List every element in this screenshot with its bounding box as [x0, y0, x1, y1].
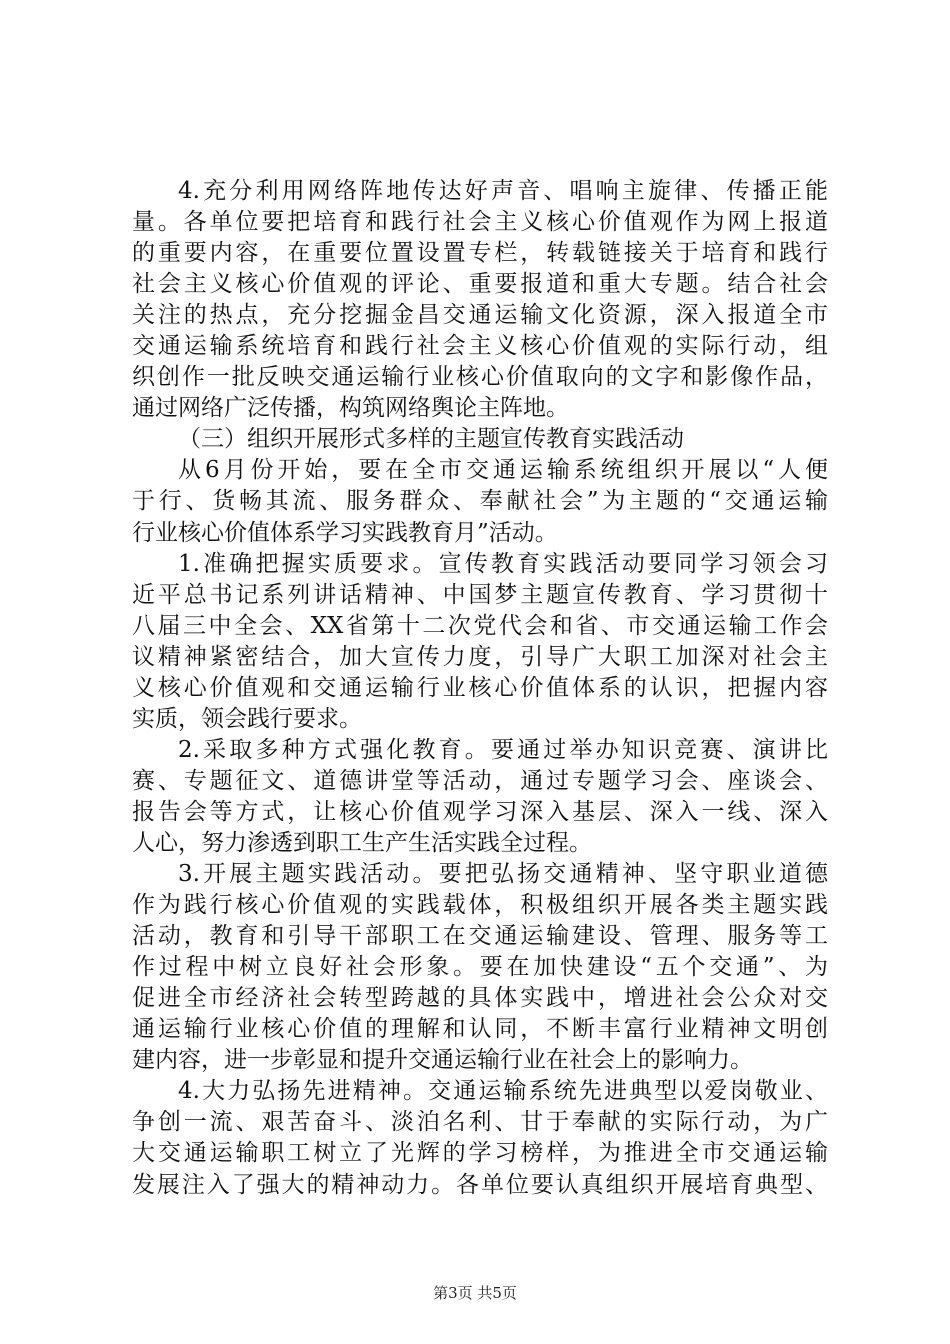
text-line: 人心，努力渗透到职工生产生活实践全过程。 — [132, 829, 592, 856]
document-body — [132, 176, 828, 1201]
text-line: 争创一流、艰苦奋斗、淡泊名利、甘于奉献的实际行动，为广 — [132, 1109, 828, 1136]
text-line: 4.大力弘扬先进精神。交通运输系统先进典型以爱岗敬业、 — [178, 1078, 828, 1105]
page-footer: 第3页 共5页 — [433, 1284, 517, 1302]
text-line: 2.采取多种方式强化教育。要通过举办知识竞赛、演讲比 — [178, 736, 828, 763]
text-line: 八届三中全会、XX省第十二次党代会和省、市交通运输工作会 — [132, 612, 828, 639]
text-line: 近平总书记系列讲话精神、中国梦主题宣传教育、学习贯彻十 — [132, 581, 828, 608]
text-line: 于行、货畅其流、服务群众、奉献社会”为主题的“交通运输 — [132, 488, 828, 515]
text-line: 通过网络广泛传播，构筑网络舆论主阵地。 — [132, 395, 569, 422]
text-line: 量。各单位要把培育和践行社会主义核心价值观作为网上报道 — [132, 209, 828, 236]
text-line: 义核心价值观和交通运输行业核心价值体系的认识，把握内容 — [132, 674, 828, 701]
text-line: （三）组织开展形式多样的主题宣传教育实践活动 — [178, 426, 684, 453]
text-line: 实质，领会践行要求。 — [132, 705, 362, 732]
text-line: 赛、专题征文、道德讲堂等活动，通过专题学习会、座谈会、 — [132, 767, 828, 794]
text-line: 发展注入了强大的精神动力。各单位要认真组织开展培育典型、 — [132, 1171, 828, 1198]
text-line: 报告会等方式，让核心价值观学习深入基层、深入一线、深入 — [132, 798, 828, 825]
text-line: 议精神紧密结合，加大宣传力度，引导广大职工加深对社会主 — [132, 643, 828, 670]
text-line: 4.充分利用网络阵地传达好声音、唱响主旋律、传播正能 — [178, 178, 828, 204]
text-line: 作为践行核心价值观的实践载体，积极组织开展各类主题实践 — [132, 892, 828, 919]
text-line: 1.准确把握实质要求。宣传教育实践活动要同学习领会习 — [178, 550, 828, 577]
text-line: 作过程中树立良好社会形象。要在加快建设“五个交通”、为 — [132, 954, 828, 981]
text-line: 活动，教育和引导干部职工在交通运输建设、管理、服务等工 — [132, 923, 828, 950]
text-line: 关注的热点，充分挖掘金昌交通运输文化资源，深入报道全市 — [132, 302, 828, 329]
text-line: 建内容，进一步彰显和提升交通运输行业在社会上的影响力。 — [132, 1047, 753, 1074]
text-line: 通运输行业核心价值的理解和认同，不断丰富行业精神文明创 — [132, 1016, 828, 1043]
text-line: 织创作一批反映交通运输行业核心价值取向的文字和影像作品， — [132, 364, 828, 391]
text-line: 3.开展主题实践活动。要把弘扬交通精神、坚守职业道德 — [178, 861, 828, 888]
text-line: 从6月份开始，要在全市交通运输系统组织开展以“人便 — [178, 457, 828, 484]
text-line: 行业核心价值体系学习实践教育月”活动。 — [132, 519, 558, 546]
text-line: 社会主义核心价值观的评论、重要报道和重大专题。结合社会 — [132, 271, 828, 298]
text-line: 的重要内容，在重要位置设置专栏，转载链接关于培育和践行 — [132, 240, 828, 267]
text-line: 促进全市经济社会转型跨越的具体实践中，增进社会公众对交 — [132, 985, 828, 1012]
text-line: 交通运输系统培育和践行社会主义核心价值观的实际行动，组 — [132, 333, 828, 360]
text-line: 大交通运输职工树立了光辉的学习榜样，为推进全市交通运输 — [132, 1140, 828, 1167]
